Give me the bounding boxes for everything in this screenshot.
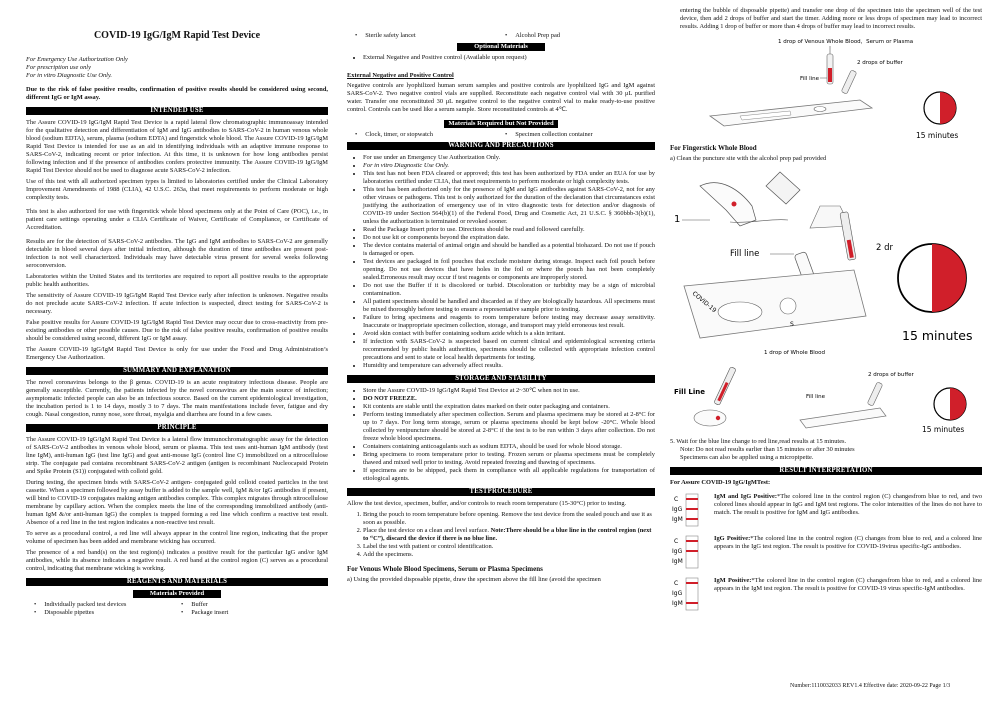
intended-use-p3: This test is also authorized for use with fingerstick whole blood specimens only at the Point of Care (POC), i.e., in patient care settings operating under a CLIA Certificate of Waiver, Certificate of Compliance, or Certificate of Accreditation. — [26, 208, 328, 231]
list-item: • The device contains material of animal origin and should be handled as a potential biohazard. Do not use if pouch is damaged or open. — [363, 242, 655, 258]
intended-use-p6: The sensitivity of Assure COVID-19 IgG/IgM Rapid Test Device early after infection is unknown. Negative results do not preclude acute SARS-CoV-2 infection. If acute infection is suspected, direct testing for SARS-CoV-2 is necessary. — [26, 292, 328, 315]
strip-diagram-igg — [670, 535, 714, 569]
list-item: • Individually packed test devices — [34, 601, 181, 609]
principle-p1: The Assure COVID-19 IgG/IgM Rapid Test Device is a lateral flow immunochromatographic assay for the detection of SARS-CoV-2 antibodies in venous whole blood, serum or plasma. This test uses anti-human IgM antibody (test line IgM), anti-human IgG (test line IgG) and goat anti-mouse IgG (control line C) immobilized on a nitrocellulose strip. The conjugate pad contains recombinant SARS-CoV-2 antigen (antigen is recombinant Nucleocapsid Protein and Spike Protein (S1)) conjugated with colloid gold. — [26, 436, 328, 475]
strip-diagram-both — [670, 493, 714, 527]
fig2-step-number: 1 — [674, 214, 681, 225]
list-item: • Read the Package Insert prior to use. Directions should be read and followed carefully. — [363, 226, 655, 234]
fingerstick-heading: For Fingerstick Whole Blood — [670, 144, 757, 152]
materials-required-list — [347, 131, 655, 139]
warnings-list — [347, 154, 655, 370]
result-strip-both — [670, 493, 714, 527]
column-left — [26, 30, 328, 620]
fig1-drop-label: 1 drop of Venous Whole Blood，Serum or Plasma — [778, 39, 914, 45]
list-item: • Disposable pipettes — [34, 609, 181, 617]
list-item: • Package insert — [181, 609, 328, 617]
label-igm: IgM — [672, 600, 683, 607]
list-item: • If specimens are to be shipped, pack them in compliance with all applicable regulations for transportation of etiological agents. — [363, 467, 655, 483]
label-igm: IgM — [672, 558, 683, 565]
list-item: • Clock, timer, or stopwatch — [355, 131, 505, 139]
venous-step-a-cont: entering the bubble of disposable pipette) and transfer one drop of the specimen into the specimen well of the test device, then add 2 drops of buffer and start the timer. Adding more or less drops of specimen may lead to incorrect results. Adding 1 drop of buffer or more than 4 drops of buffer may lead to incorrect results. — [680, 7, 982, 30]
list-item: • This test has not been FDA cleared or approved; this test has been authorized by FDA under an EUA for use by laboratories certified under CLIA, that meet requirements to perform moderate or high complexity tests. — [363, 170, 655, 186]
result-desc-igm: *The colored line in the control region (C) changesfrom blue to red, and a colored line appears in the IgM test region. The result is positive for COVID-19 virus specific-IgM antibodies. — [714, 577, 982, 592]
step-text: Place the test device on a clean and level surface. — [363, 527, 489, 534]
step-5-note1: Note: Do not read results earlier than 15 minutes or after 30 minutes — [680, 446, 855, 453]
list-item: • External Negative and Positive control (Available upon request) — [363, 54, 655, 62]
intended-use-heading: INTENDED USE — [26, 107, 328, 115]
principle-p2: During testing, the specimen binds with SARS-CoV-2 antigen- conjugated gold colloid coated particles in the test cassette. When a specimen followed by assay buffer is added to the sample well, IgM &/or IgG antibodies if present, will bind to COVID-19 conjugates making antigen antibodies complex. This complex migrates through nitrocellulose membrane by capillary action. When the complex meets the line of the corresponding immobilized antibody (anti-human IgM &/or anti-human IgG) the complex is trapped forming a red line which confirm a reactive test result. Absence of a red line in the test region indicates a non-reactive test result. — [26, 479, 328, 526]
label-c: C — [674, 538, 679, 545]
list-item: • Avoid skin contact with buffer containing sodium azide which is a skin irritant. — [363, 330, 655, 338]
procedure-steps — [347, 511, 655, 559]
label-c: C — [674, 580, 679, 587]
procedure-intro: Allow the test device, specimen, buffer, and/or controls to reach room temperature (15-30°C) prior to testing. — [347, 500, 627, 507]
result-desc-both: *The colored line in the control region (C) changesfrom blue to red, and two colored lines should appear in IgG and IgM test regions. The color intensities of the lines do not have to match. The result is positive for IgM and IgG antibodies. — [714, 493, 983, 516]
list-item: • For in vitro Diagnostic Use Only. — [363, 162, 655, 170]
result-igm-positive — [670, 577, 982, 611]
list-item: • Do not use the Buffer if it is discolored or turbid. Discoloration or turbidity may be a sign of microbial contamination. — [363, 282, 655, 298]
venous-heading: For Venous Whole Blood Specimens, Serum or Plasma Specimens — [347, 565, 543, 573]
list-item: • Containers containing anticoagulants such as sodium EDTA, should be used for whole blood storage. — [363, 443, 655, 451]
list-item: 1. Bring the pouch to room temperature before opening. Remove the test device from the sealed pouch and use it as soon as possible. — [363, 511, 655, 527]
fingerstick-step-a: a) Clean the puncture site with the alcohol prep pad provided — [670, 155, 827, 162]
step-5: 5. Wait for the blue line change to red line,read results at 15 minutes. — [670, 438, 847, 445]
step-note: Note:There should be a blue line in the control region (next to “C”), discard the device if there is no blue line. — [363, 527, 652, 542]
list-item: • For use under an Emergency Use Authorization Only. — [363, 154, 655, 162]
external-control-text: Negative controls are lyophilized human serum samples and positive controls are lyophilized IgG and IgM against SARS-CoV-2. Two negative control vials are supplied. Reconstitute each negative control vial with 30 μL purified water. Transfer one reconstituted 30 μL negative control to the negative control vial to make ready-to-use positive control. Controls can be used like a serum sample. Store reconstituted controls at 4℃. — [347, 82, 655, 113]
list-item: • If infection with SARS-CoV-2 is suspected based on current clinical and epidemiological screening criteria recommended by public health authorities, specimens should be collected with appropriate infection control precautions and sent to state or local health departments for testing. — [363, 338, 655, 362]
list-item: • Store the Assure COVID-19 IgG/IgM Rapid Test Device at 2~30℃ when not in use. — [363, 387, 655, 395]
list-item: • All patient specimens should be handled and discarded as if they are biologically hazardous. All specimens must be mixed thoroughly before testing to ensure a representative sample prior to testing. — [363, 298, 655, 314]
list-item: 3. Label the test with patient or control identification. — [363, 543, 655, 551]
list-item: • Do not use kit or components beyond the expiration date. — [363, 234, 655, 242]
figure-venous — [670, 34, 982, 140]
materials-required-heading: Materials Required but Not Provided — [444, 120, 558, 128]
result-text-igm — [714, 577, 982, 611]
materials-provided-list — [26, 601, 328, 617]
list-item: • DO NOT FREEZE. — [363, 395, 655, 403]
fig1-timer-label: 15 minutes — [916, 131, 959, 140]
ivd-line: For in vitro Diagnostic Use Only. — [26, 72, 113, 79]
fig1-buffer-label: 2 drops of buffer — [857, 60, 903, 66]
figure-fingerstick — [670, 166, 982, 346]
fig2-sample-well-label: S — [790, 321, 794, 328]
list-item: • Kit contents are stable until the expiration dates marked on their outer packaging and containers. — [363, 403, 655, 411]
result-title-both: IgM and IgG Positive: — [714, 493, 777, 500]
fig3-buffer-label: 2 drops of buffer — [868, 372, 914, 378]
list-item — [363, 527, 655, 543]
fig3-fill-label: Fill Line — [674, 388, 706, 396]
figure-whole-blood — [670, 346, 982, 434]
list-item: • Alcohol Prep pad — [505, 32, 655, 40]
false-positive-warning: Due to the risk of false positive results, confirmation of positive results should be considered using second, different IgG or IgM assay. — [26, 86, 328, 101]
label-igm: IgM — [672, 516, 683, 523]
list-item: • Bring specimens to room temperature prior to testing. Frozen serum or plasma specimens must be completely thawed and mixed well prior to testing. Avoid repeated freezing and thawing of specimens. — [363, 451, 655, 467]
intended-use-p5: Laboratories within the United States and its territories are required to report all positive results to the appropriate public health authorities. — [26, 273, 328, 288]
label-igg: IgG — [672, 506, 683, 513]
reagents-heading: REAGENTS AND MATERIALS — [26, 578, 328, 586]
list-item: • Perform testing immediately after specimen collection. Serum and plasma specimens may be stored at 2-8°C for up to 7 days. For long term storage, serum or plasma specimens should be kept below -20°C. Whole blood collected by venipuncture should be stored at 2-8°C if the test is to be run within 3 days after collection. Do not freeze whole blood specimens. — [363, 411, 655, 443]
result-text-igg — [714, 535, 982, 569]
venous-step-a: a) Using the provided disposable pipette, draw the specimen above the fill line (avoid the specimen — [347, 576, 601, 583]
list-item: • This test has been authorized only for the presence of IgM and IgG antibodies against SARS-CoV-2, not for any other viruses or pathogens. This test is only authorized for the duration of the declaration that circumstances exist justifying the authorization of emergency use of in vitro diagnostic tests for detection and/or diagnosis of COVID-19 under Section 564(b)(1) of the Federal Food, Drug and Cosmetic Act, 21 U.S.C. § 360bbb-3(b)(1), unless the authorization is terminated or revoked sooner. — [363, 186, 655, 226]
fig2-drops-label: 2 dr — [876, 243, 893, 253]
label-igg: IgG — [672, 548, 683, 555]
page-title: COVID-19 IgG/IgM Rapid Test Device — [93, 30, 261, 41]
principle-heading: PRINCIPLE — [26, 424, 328, 432]
fig3-timer-label: 15 minutes — [922, 425, 965, 434]
list-item: 4. Add the specimens. — [363, 551, 655, 559]
storage-list — [347, 387, 655, 483]
result-strip-igg — [670, 535, 714, 569]
list-item: • Humidity and temperature can adversely affect results. — [363, 362, 655, 370]
intended-use-p2: Use of this test with all authorized specimen types is limited to laboratories certified under the Clinical Laboratory Improvement Amendments of 1988 (CLIA), 42 U.S.C. 263a, that meet requirements to perform moderate or high complexity tests. — [26, 178, 328, 201]
intended-use-p7: False positive results for Assure COVID-19 IgG/IgM Rapid Test Device may occur due to cross-reactivity from pre-existing antibodies or other possible causes. Due to the risk of false positive results, confirmation of positive results should be considered using second, different IgG or IgM assay. — [26, 319, 328, 342]
result-subheading: For Assure COVID-19 IgG/IgMTest: — [670, 479, 771, 486]
step-5-note2: Specimens can also be applied using a micropipette. — [680, 454, 814, 461]
optional-materials-list — [347, 54, 655, 62]
list-item: • Buffer — [181, 601, 328, 609]
whole-blood-procedure-illustration — [670, 346, 982, 434]
principle-p3: To serve as a procedural control, a red line will always appear in the control line region, indicating that the proper volume of specimen has been added and membrane wicking has occurred. — [26, 530, 328, 545]
summary-p1: The novel coronavirus belongs to the β genus. COVID-19 is an acute respiratory infectious disease. People are generally susceptible. Currently, the patients infected by the novel coronavirus are the main source of infection; asymptomatic infected people can also be an infectious source. Based on the current epidemiological investigation, the incubation period is 1 to 14 days, mostly 3 to 7 days. The main manifestations include fever, fatigue and dry cough. Nasal congestion, runny nose, sore throat, myalgia and diarrhea are found in a few cases. — [26, 379, 328, 418]
list-item: • Specimen collection container — [505, 131, 655, 139]
materials-provided-heading: Materials Provided — [133, 590, 221, 598]
fingerstick-procedure-illustration — [670, 166, 982, 346]
external-control-heading: External Negative and Positive Control — [347, 72, 454, 79]
intended-use-p4: Results are for the detection of SARS-CoV-2 antibodies. The IgG and IgM antibodies to SARS-CoV-2 are generally detectable in blood several days after initial infection, although the duration of time antibodies are present post-infection is not well characterized. Individuals may have detectable virus present for several weeks following seroconversion. — [26, 238, 328, 269]
fig2-device-label: COVID-19 — [690, 290, 718, 315]
page-footer: Number:1110032033 REV1.4 Effective date: 2020-09-22 Page 1/3 — [790, 683, 951, 689]
summary-heading: SUMMARY AND EXPLANATION — [26, 367, 328, 375]
prescription-line: For prescription use only — [26, 64, 91, 71]
label-c: C — [674, 496, 679, 503]
result-desc-igg: *The colored line in the control region (C) changes from blue to red, and a colored line appears in the IgG test region. The result is positive for COVID-19virus specific-IgG antibodies. — [714, 535, 982, 550]
label-igg: IgG — [672, 590, 683, 597]
fig3-fill2-label: Fill line — [806, 394, 826, 400]
result-heading: RESULT INTERPRETATION — [670, 467, 982, 475]
storage-heading: STORAGE AND STABILITY — [347, 375, 655, 383]
materials-provided-cont — [347, 32, 655, 40]
warnings-heading: WARNING AND PRECAUTIONS — [347, 142, 655, 150]
list-item: • Test devices are packaged in foil pouches that exclude moisture during storage. Inspect each foil pouch before opening. Do not use devices that have holes in the foil or where the pouch has not been completely sealed.Erroneous result may occur if test reagents or components are improperly stored. — [363, 258, 655, 282]
result-title-igm: IgM Positive: — [714, 577, 752, 584]
list-item: • Failure to bring specimens and reagents to room temperature before testing may decrease assay sensitivity. Inaccurate or inappropriate specimen collection, storage, and transport may yield erroneous test result. — [363, 314, 655, 330]
venous-procedure-illustration — [670, 34, 982, 140]
result-igg-positive — [670, 535, 982, 569]
fig3-drop-label: 1 drop of Whole Blood — [764, 350, 826, 356]
result-igm-igg-positive — [670, 493, 982, 527]
fig2-fill-label: Fill line — [730, 249, 760, 259]
fig2-timer-label: 15 minutes — [902, 328, 973, 343]
strip-diagram-igm — [670, 577, 714, 611]
intended-use-p8: The Assure COVID-19 IgG/IgM Rapid Test Device is only for use under the Food and Drug Administration’s Emergency Use Authorization. — [26, 346, 328, 361]
principle-p4: The presence of a red band(s) on the test region(s) indicates a positive result for the particular IgG and/or IgM antibodies, while its absence indicates a negative result. A red band at the control region (C) serves as a procedural control, indicating that membrane wicking is working. — [26, 549, 328, 572]
optional-materials-heading: Optional Materials — [457, 43, 545, 51]
procedure-heading: TESTPROCEDURE — [347, 488, 655, 496]
intended-use-p1: The Assure COVID-19 IgG/IgM Rapid Test Device is a rapid lateral flow chromatographic immunoassay intended for the qualitative detection and differentiation of IgM and IgG antibodies to SARS-CoV-2 in human venous whole blood (sodium EDTA), serum, plasma (sodium EDTA) and fingerstick whole blood. The Assure COVID-19 IgG/IgM Rapid Test Device is intended for use as an aid in identifying individuals with an adaptive immune response to SARS-CoV-2, indicating recent or prior infection. At this time, it is unknown for how long antibodies persist following infection and if the presence of antibodies confers protective immunity. The Assure COVID-19 IgG/IgM Rapid Test Device should not be used to diagnose acute SARS-CoV-2 infection. — [26, 119, 328, 174]
result-title-igg: IgG Positive: — [714, 535, 751, 542]
column-right — [670, 7, 982, 619]
eua-line: For Emergency Use Authorization Only — [26, 56, 128, 63]
result-text-both — [714, 493, 982, 527]
column-middle — [347, 32, 655, 587]
fig1-fill-label: Fill line — [800, 76, 820, 82]
result-strip-igm — [670, 577, 714, 611]
list-item: • Sterile safety lancet — [355, 32, 505, 40]
